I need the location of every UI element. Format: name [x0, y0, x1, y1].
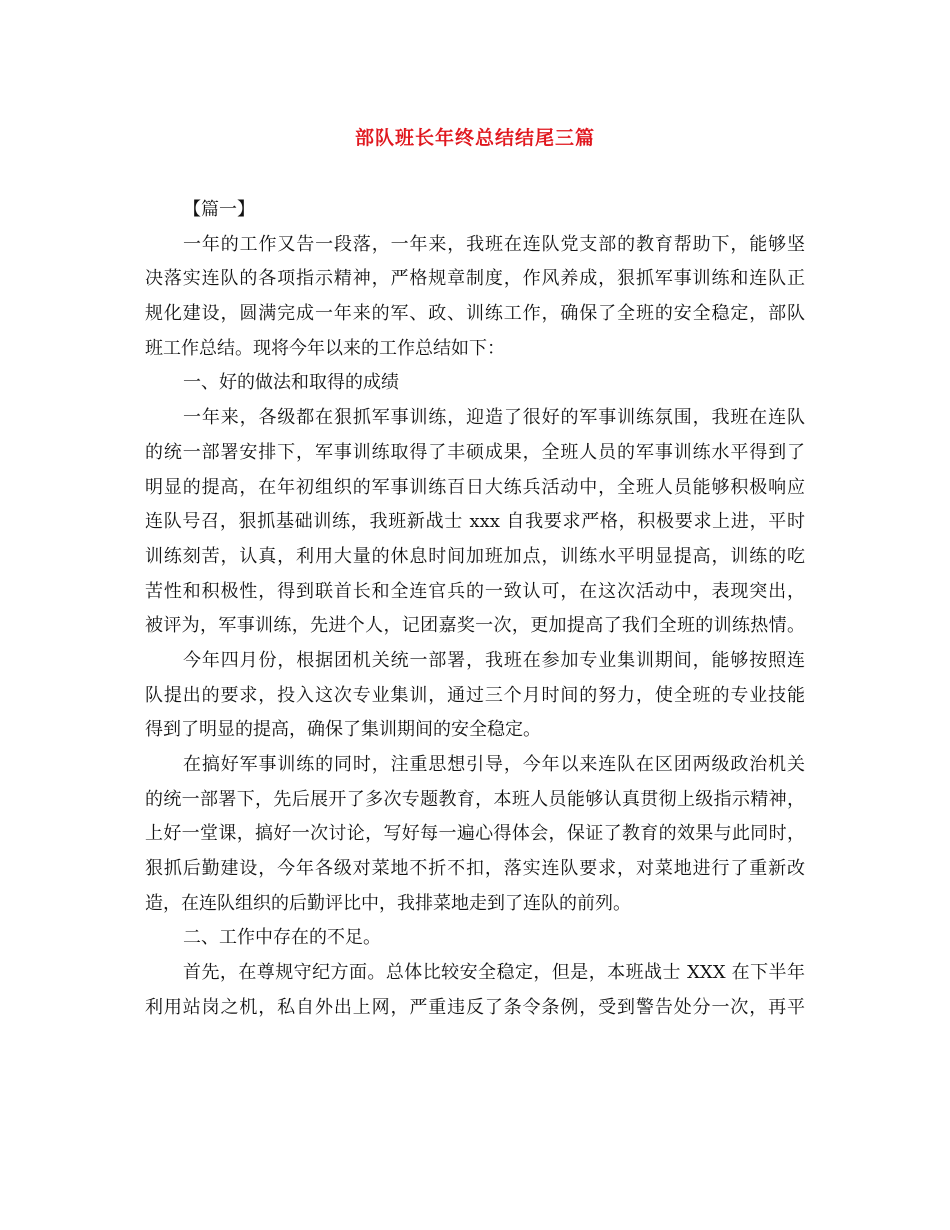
text-line: 连队号召，狠抓基础训练，我班新战士 xxx 自我要求严格，积极要求上进，平时 — [145, 511, 805, 533]
document-body — [145, 193, 805, 1026]
text-line: 班工作总结。现将今年以来的工作总结如下： — [145, 337, 505, 359]
text-line: 利用站岗之机，私自外出上网，严重违反了条令条例，受到警告处分一次，再平 — [145, 996, 805, 1018]
text-line: 训练刻苦，认真，利用大量的休息时间加班加点，训练水平明显提高，训练的吃 — [145, 545, 805, 567]
text-line: 二、工作中存在的不足。 — [183, 927, 381, 949]
text-line: 一年的工作又告一段落，一年来，我班在连队党支部的教育帮助下，能够坚 — [183, 233, 805, 255]
text-line: 得到了明显的提高，确保了集训期间的安全稳定。 — [145, 719, 541, 741]
text-line: 上好一堂课，搞好一次讨论，写好每一遍心得体会，保证了教育的效果与此同时， — [145, 823, 805, 845]
text-line: 【篇一】 — [183, 199, 255, 220]
text-line: 狠抓后勤建设，今年各级对菜地不折不扣，落实连队要求，对菜地进行了重新改 — [145, 858, 805, 880]
text-line: 队提出的要求，投入这次专业集训，通过三个月时间的努力，使全班的专业技能 — [145, 684, 805, 706]
text-line: 决落实连队的各项指示精神，严格规章制度，作风养成，狠抓军事训练和连队正 — [145, 268, 805, 290]
text-line: 一、好的做法和取得的成绩 — [183, 372, 399, 394]
text-line: 的统一部署下，先后展开了多次专题教育，本班人员能够认真贯彻上级指示精神， — [145, 788, 805, 810]
text-line: 一年来，各级都在狠抓军事训练，迎造了很好的军事训练氛围，我班在连队 — [183, 407, 805, 429]
text-line: 在搞好军事训练的同时，注重思想引导，今年以来连队在区团两级政治机关 — [183, 754, 805, 775]
text-line: 苦性和积极性，得到联首长和全连官兵的一致认可，在这次活动中，表现突出， — [145, 580, 805, 602]
document-title: 部队班长年终总结结尾三篇 — [354, 127, 595, 149]
text-line: 的统一部署安排下，军事训练取得了丰硕成果，全班人员的军事训练水平得到了 — [145, 441, 805, 463]
text-line: 首先，在尊规守纪方面。总体比较安全稳定，但是，本班战士 XXX 在下半年 — [183, 962, 805, 984]
text-line: 被评为，军事训练，先进个人，记团嘉奖一次，更加提高了我们全班的训练热情。 — [145, 615, 805, 637]
text-line: 造，在连队组织的后勤评比中，我排菜地走到了连队的前列。 — [145, 892, 631, 914]
text-line: 规化建设，圆满完成一年来的军、政、训练工作，确保了全班的安全稳定，部队 — [145, 303, 805, 325]
text-line: 今年四月份，根据团机关统一部署，我班在参加专业集训期间，能够按照连 — [183, 649, 805, 671]
text-line: 明显的提高，在年初组织的军事训练百日大练兵活动中，全班人员能够积极响应 — [145, 476, 805, 498]
